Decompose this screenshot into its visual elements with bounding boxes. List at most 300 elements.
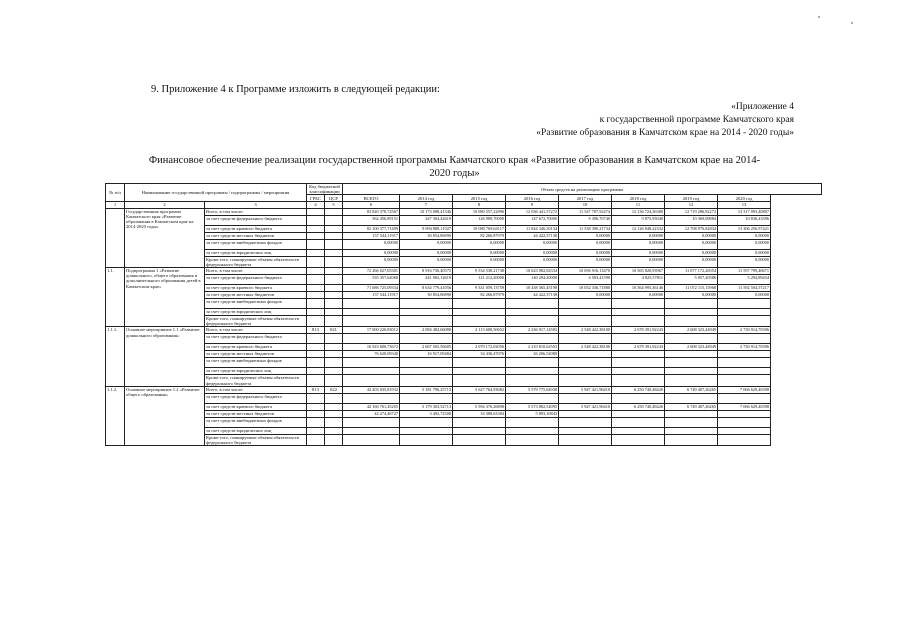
amount-total-cell (343, 309, 400, 316)
amount-year-cell (665, 309, 718, 316)
csr-code (325, 208, 343, 215)
amount-year-cell: 6 250 740,48426 (612, 386, 665, 393)
empty-code-cell (325, 427, 343, 434)
amount-year-cell: 10 836,43396 (718, 215, 771, 225)
column-number: 9 (506, 202, 559, 208)
amount-year-cell (506, 316, 559, 327)
empty-code-cell (325, 249, 343, 256)
amount-year-cell (718, 368, 771, 375)
table-row (106, 239, 822, 249)
amount-year-cell: 2 113 608,50652 (453, 327, 506, 334)
amount-year-cell (400, 316, 453, 327)
intro-text: 9. Приложение 4 к Программе изложить в следующей редакции: (151, 84, 440, 95)
amount-year-cell (665, 316, 718, 327)
table-row (106, 285, 822, 292)
column-number: 8 (453, 202, 506, 208)
amount-year-cell (718, 427, 771, 434)
amount-year-cell: 0,00000 (612, 249, 665, 256)
empty-code-cell (325, 215, 343, 225)
amount-year-cell: 11 077 172,26554 (665, 268, 718, 275)
table-row (106, 351, 822, 358)
amount-total-cell (343, 358, 400, 368)
amount-year-cell: 140 294,20000 (506, 275, 559, 285)
amount-year-cell: 44 422,37138 (506, 292, 559, 299)
empty-code-cell (307, 239, 325, 249)
empty-code-cell (325, 375, 343, 386)
empty-code-cell (307, 427, 325, 434)
amount-year-cell: 11 844 346,50134 (506, 225, 559, 232)
amount-year-cell: 2 548 422,38100 (559, 327, 612, 334)
amount-year-cell (718, 316, 771, 327)
table-row (106, 375, 822, 386)
funding-source-label: Всего, в том числе: (205, 386, 307, 393)
csr-code (325, 268, 343, 275)
amount-year-cell: 9 534 538,21738 (453, 268, 506, 275)
header-year: 2018 год (612, 195, 665, 202)
appendix-line: к государственной программе Камчатского края (599, 115, 794, 125)
amount-total-cell (343, 334, 400, 344)
amount-year-cell: 13 306 256,97421 (718, 225, 771, 232)
empty-code-cell (307, 334, 325, 344)
amount-year-cell: 0,00000 (718, 256, 771, 267)
amount-year-cell (506, 417, 559, 427)
table-row (106, 208, 822, 215)
funding-source-label: Всего, в том числе: (205, 208, 307, 215)
empty-code-cell (325, 351, 343, 358)
amount-year-cell: 30 854,86890 (400, 292, 453, 299)
appendix-header (536, 101, 794, 140)
amount-year-cell (665, 417, 718, 427)
amount-year-cell: 126 989,70000 (453, 215, 506, 225)
header-year: 2020 год (718, 195, 771, 202)
title-line: 2020 годы» (429, 168, 480, 179)
amount-year-cell (718, 375, 771, 386)
amount-year-cell: 2 678 391,92243 (612, 327, 665, 334)
table-row (106, 256, 822, 267)
funding-source-label: за счет средств краевого бюджета (205, 344, 307, 351)
table-row (106, 215, 822, 225)
amount-year-cell: 5 181 796,25713 (400, 386, 453, 393)
amount-year-cell (506, 434, 559, 445)
amount-year-cell (612, 410, 665, 417)
column-number: 4 (307, 202, 325, 208)
table-row (106, 434, 822, 445)
empty-code-cell (307, 316, 325, 327)
table-row (106, 316, 822, 327)
empty-code-cell (325, 358, 343, 368)
funding-source-label: за счет средств юридических лиц (205, 427, 307, 434)
amount-year-cell (400, 417, 453, 427)
amount-year-cell: 9 396,70740 (559, 215, 612, 225)
amount-year-cell: 247 304,42619 (400, 215, 453, 225)
header-num: № п/п (106, 184, 125, 202)
funding-source-label: за счет средств местных бюджетов (205, 292, 307, 299)
amount-year-cell (453, 393, 506, 403)
funding-source-label: за счет средств внебюджетных фондов (205, 358, 307, 368)
section-number (106, 208, 125, 267)
scan-speck (818, 16, 820, 18)
amount-year-cell (665, 358, 718, 368)
amount-year-cell: 11 592 504,57217 (718, 285, 771, 292)
amount-year-cell: 2 210 810,62503 (506, 344, 559, 351)
empty-code-cell (325, 309, 343, 316)
amount-year-cell: 5 294,89454 (718, 275, 771, 285)
amount-year-cell (453, 434, 506, 445)
grbs-code: 813 (307, 327, 325, 334)
amount-year-cell: 2 730 914,70396 (718, 344, 771, 351)
amount-year-cell (453, 316, 506, 327)
empty-code-cell (307, 232, 325, 239)
amount-year-cell (453, 309, 506, 316)
amount-year-cell: 9 875,93048 (612, 215, 665, 225)
amount-total-cell: 76 620,09340 (343, 351, 400, 358)
amount-total-cell (343, 299, 400, 309)
amount-year-cell: 0,00000 (400, 239, 453, 249)
funding-source-label: за счет средств юридических лиц (205, 249, 307, 256)
amount-total-cell (343, 393, 400, 403)
amount-year-cell: 2 548 422,38100 (559, 344, 612, 351)
amount-year-cell: 2 678 391,92243 (612, 344, 665, 351)
amount-year-cell (400, 368, 453, 375)
amount-year-cell: 0,00000 (506, 249, 559, 256)
amount-year-cell: 0,00000 (506, 239, 559, 249)
amount-total-cell: 157 544,11917 (343, 232, 400, 239)
amount-total-cell (343, 417, 400, 427)
amount-year-cell: 0,00000 (559, 249, 612, 256)
empty-code-cell (307, 249, 325, 256)
amount-year-cell: 6 749 407,26265 (665, 403, 718, 410)
amount-year-cell: 5 179 303,52713 (400, 403, 453, 410)
amount-year-cell: 12 036 441,57272 (506, 208, 559, 215)
section-name: Основное мероприятие 1.1 «Развитие дошкольного образования» (125, 327, 205, 386)
empty-code-cell (325, 334, 343, 344)
amount-total-cell: 17 000 220,83012 (343, 327, 400, 334)
amount-year-cell (665, 334, 718, 344)
appendix-line: «Развитие образования в Камчатском крае на 2014 - 2020 годы» (536, 128, 794, 138)
amount-year-cell (718, 434, 771, 445)
amount-total-cell: 72 266 027,05301 (343, 268, 400, 275)
amount-year-cell: 44 422,37138 (506, 232, 559, 239)
amount-year-cell (453, 417, 506, 427)
amount-year-cell (665, 434, 718, 445)
amount-year-cell: 0,00000 (665, 249, 718, 256)
section-name: Основное мероприятие 1.2 «Развитие общего образования» (125, 386, 205, 445)
amount-year-cell: 0,00000 (559, 256, 612, 267)
empty-code-cell (307, 434, 325, 445)
header-volume: Объем средств на реализацию программы (343, 184, 822, 195)
header-name: Наименование государственной программы / подпрограммы / мероприятия (125, 184, 307, 202)
amount-total-cell: 42 274,46727 (343, 410, 400, 417)
empty-code-cell (307, 285, 325, 292)
amount-year-cell: 0,00000 (400, 256, 453, 267)
amount-year-cell (506, 358, 559, 368)
amount-year-cell (665, 368, 718, 375)
amount-year-cell (612, 427, 665, 434)
empty-code-cell (325, 403, 343, 410)
amount-year-cell (665, 351, 718, 358)
amount-year-cell (612, 316, 665, 327)
amount-year-cell (718, 299, 771, 309)
amount-year-cell (506, 309, 559, 316)
funding-source-label: за счет средств местных бюджетов (205, 351, 307, 358)
table-body (106, 208, 822, 446)
table-row (106, 386, 822, 393)
section-name: Государственная программа Камчатского края «Развитие образования в Камчатском крае на 2014-2020 годы» (125, 208, 205, 267)
table-row (106, 327, 822, 334)
csr-code: 022 (325, 386, 343, 393)
amount-year-cell: 11 597 799,46671 (718, 268, 771, 275)
table-row (106, 344, 822, 351)
grbs-code (307, 208, 325, 215)
amount-year-cell: 2 079 172,02056 (453, 344, 506, 351)
funding-source-label: Кроме того, планируемые объемы обязательств федерального бюджета (205, 256, 307, 267)
column-number: 7 (400, 202, 453, 208)
amount-year-cell: 0,00000 (665, 292, 718, 299)
amount-year-cell (400, 375, 453, 386)
amount-year-cell: 0,00000 (612, 239, 665, 249)
amount-year-cell (400, 358, 453, 368)
empty-code-cell (307, 358, 325, 368)
amount-total-cell (343, 368, 400, 375)
table-row (106, 275, 822, 285)
amount-year-cell (665, 299, 718, 309)
amount-year-cell (612, 417, 665, 427)
amount-year-cell (400, 309, 453, 316)
amount-year-cell: 10 173 088,41346 (400, 208, 453, 215)
amount-year-cell (453, 427, 506, 434)
column-number: 2 (125, 202, 205, 208)
amount-year-cell: 34 436,47076 (453, 351, 506, 358)
amount-year-cell: 0,00000 (718, 249, 771, 256)
amount-year-cell: 12 126 848,22332 (612, 225, 665, 232)
amount-year-cell (665, 393, 718, 403)
amount-total-cell: 42 203 035,81932 (343, 386, 400, 393)
amount-year-cell: 10 056 916,13470 (559, 268, 612, 275)
amount-year-cell (506, 393, 559, 403)
scan-speck (851, 22, 853, 24)
amount-year-cell: 26 206,52080 (506, 351, 559, 358)
funding-source-label: за счет средств внебюджетных фондов (205, 239, 307, 249)
amount-year-cell: 2 084 482,66080 (400, 327, 453, 334)
funding-source-label: за счет средств краевого бюджета (205, 403, 307, 410)
amount-year-cell (559, 417, 612, 427)
amount-year-cell (400, 393, 453, 403)
amount-year-cell (506, 334, 559, 344)
amount-year-cell (718, 410, 771, 417)
empty-code-cell (307, 309, 325, 316)
amount-year-cell (453, 334, 506, 344)
amount-year-cell (612, 434, 665, 445)
amount-year-cell: 5 627 764,93082 (453, 386, 506, 393)
amount-year-cell: 10 438 365,45198 (506, 285, 559, 292)
amount-year-cell (453, 299, 506, 309)
funding-source-label: за счет средств внебюджетных фондов (205, 299, 307, 309)
amount-year-cell (559, 393, 612, 403)
document-title (112, 154, 797, 180)
amount-year-cell (400, 427, 453, 434)
empty-code-cell (325, 344, 343, 351)
amount-year-cell (400, 299, 453, 309)
amount-year-cell (665, 375, 718, 386)
table-row (106, 232, 822, 239)
amount-year-cell (506, 427, 559, 434)
amount-year-cell (453, 375, 506, 386)
amount-year-cell: 3 492,72500 (400, 410, 453, 417)
empty-code-cell (325, 232, 343, 239)
amount-year-cell (612, 299, 665, 309)
amount-year-cell: 0,00000 (400, 249, 453, 256)
column-number: 1 (106, 202, 125, 208)
amount-year-cell: 8 916 736,40575 (400, 268, 453, 275)
section-number: 1.1.1. (106, 327, 125, 386)
empty-code-cell (307, 375, 325, 386)
amount-total-cell (343, 316, 400, 327)
amount-year-cell: 0,00000 (612, 256, 665, 267)
funding-source-label: за счет средств федерального бюджета (205, 334, 307, 344)
empty-code-cell (325, 285, 343, 292)
appendix-line: «Приложение 4 (731, 102, 794, 112)
amount-year-cell: 12 708 976,82834 (665, 225, 718, 232)
empty-code-cell (325, 434, 343, 445)
amount-year-cell (559, 299, 612, 309)
amount-year-cell: 4 825,57811 (612, 275, 665, 285)
header-year: 2019 год (665, 195, 718, 202)
amount-year-cell: 5 573 882,54095 (506, 403, 559, 410)
empty-code-cell (307, 225, 325, 232)
amount-year-cell (718, 358, 771, 368)
amount-year-cell (506, 375, 559, 386)
amount-year-cell: 0,00000 (718, 232, 771, 239)
table-row (106, 368, 822, 375)
amount-year-cell: 10 080 557,22896 (453, 208, 506, 215)
funding-source-label: Всего, в том числе: (205, 327, 307, 334)
funding-source-label: Кроме того, планируемые объемы обязательств федерального бюджета (205, 375, 307, 386)
column-number: 11 (612, 202, 665, 208)
amount-year-cell: 10 623 082,02334 (506, 268, 559, 275)
table-row (106, 225, 822, 232)
amount-year-cell (559, 368, 612, 375)
amount-total-cell: 82 100 377,71499 (343, 225, 400, 232)
table-row (106, 292, 822, 299)
amount-year-cell: 5 579 775,64938 (506, 386, 559, 393)
amount-year-cell: 9 331 059,13759 (453, 285, 506, 292)
amount-year-cell (612, 334, 665, 344)
csr-code: 021 (325, 327, 343, 334)
amount-year-cell: 0,00000 (665, 239, 718, 249)
amount-year-cell (400, 434, 453, 445)
empty-code-cell (325, 299, 343, 309)
empty-code-cell (307, 410, 325, 417)
amount-year-cell (612, 351, 665, 358)
amount-total-cell: 157 544,11917 (343, 292, 400, 299)
amount-year-cell: 5 057,20586 (665, 275, 718, 285)
header-year: 2016 год (506, 195, 559, 202)
funding-source-label: Всего, в том числе: (205, 268, 307, 275)
table-row (106, 403, 822, 410)
amount-year-cell: 10 564 995,36146 (612, 285, 665, 292)
amount-year-cell (559, 427, 612, 434)
amount-year-cell: 0,00000 (506, 256, 559, 267)
amount-year-cell: 10 369,09884 (665, 215, 718, 225)
amount-year-cell (718, 417, 771, 427)
amount-year-cell: 2 608 323,44949 (665, 327, 718, 334)
empty-code-cell (307, 351, 325, 358)
amount-year-cell (559, 375, 612, 386)
header-total: ВСЕГО (343, 195, 400, 202)
amount-year-cell (612, 358, 665, 368)
table-row (106, 268, 822, 275)
amount-year-cell: 0,00000 (559, 239, 612, 249)
amount-year-cell (718, 309, 771, 316)
amount-year-cell (665, 410, 718, 417)
column-number: 10 (559, 202, 612, 208)
section-name: Подпрограмма 1 «Развитие дошкольного, общего образования и дополнительного образования детей в Камчатском крае» (125, 268, 205, 327)
amount-year-cell (559, 334, 612, 344)
amount-year-cell: 0,00000 (453, 239, 506, 249)
funding-source-label: за счет средств местных бюджетов (205, 232, 307, 239)
empty-code-cell (307, 393, 325, 403)
amount-year-cell: 121 212,20000 (453, 275, 506, 285)
amount-year-cell: 10 052 336,71880 (559, 285, 612, 292)
amount-year-cell (506, 299, 559, 309)
empty-code-cell (325, 239, 343, 249)
header-grbs: ГРБС (307, 195, 325, 202)
amount-total-cell: 83 820 378,72567 (343, 208, 400, 215)
amount-total-cell: 0,00000 (343, 239, 400, 249)
amount-year-cell: 5 594 376,26898 (453, 403, 506, 410)
empty-code-cell (325, 368, 343, 375)
table-row (106, 299, 822, 309)
amount-year-cell (612, 309, 665, 316)
amount-year-cell: 0,00000 (718, 239, 771, 249)
amount-year-cell: 11 072 115,15968 (665, 285, 718, 292)
amount-total-cell: 562 456,89151 (343, 215, 400, 225)
empty-code-cell (307, 403, 325, 410)
amount-year-cell: 12 719 286,92272 (665, 208, 718, 215)
empty-code-cell (325, 225, 343, 232)
empty-code-cell (325, 256, 343, 267)
empty-code-cell (325, 410, 343, 417)
table-row (106, 334, 822, 344)
amount-total-cell (343, 427, 400, 434)
amount-year-cell: 30 854,86890 (400, 232, 453, 239)
table-row (106, 309, 822, 316)
amount-year-cell: 4 503,41590 (559, 275, 612, 285)
amount-year-cell: 82 266,87979 (453, 292, 506, 299)
table-row (106, 417, 822, 427)
amount-total-cell: 16 923 600,73672 (343, 344, 400, 351)
amount-year-cell: 9 894 888,11927 (400, 225, 453, 232)
amount-year-cell (559, 351, 612, 358)
amount-year-cell: 2 236 917,14583 (506, 327, 559, 334)
amount-year-cell (453, 368, 506, 375)
header-budget-code: Код бюджетной классификации (307, 184, 343, 195)
amount-total-cell (343, 375, 400, 386)
table-row (106, 427, 822, 434)
column-number: 6 (343, 202, 400, 208)
funding-source-label: за счет средств юридических лиц (205, 309, 307, 316)
amount-year-cell: 10 080 769,64117 (453, 225, 506, 232)
column-number: 13 (718, 202, 771, 208)
column-number: 3 (205, 202, 307, 208)
amount-year-cell (718, 351, 771, 358)
amount-year-cell: 0,00000 (453, 256, 506, 267)
amount-year-cell (665, 427, 718, 434)
empty-code-cell (307, 417, 325, 427)
funding-source-label: Кроме того, планируемые объемы обязательств федерального бюджета (205, 434, 307, 445)
funding-source-label: за счет средств юридических лиц (205, 368, 307, 375)
amount-year-cell: 2 608 323,44949 (665, 344, 718, 351)
